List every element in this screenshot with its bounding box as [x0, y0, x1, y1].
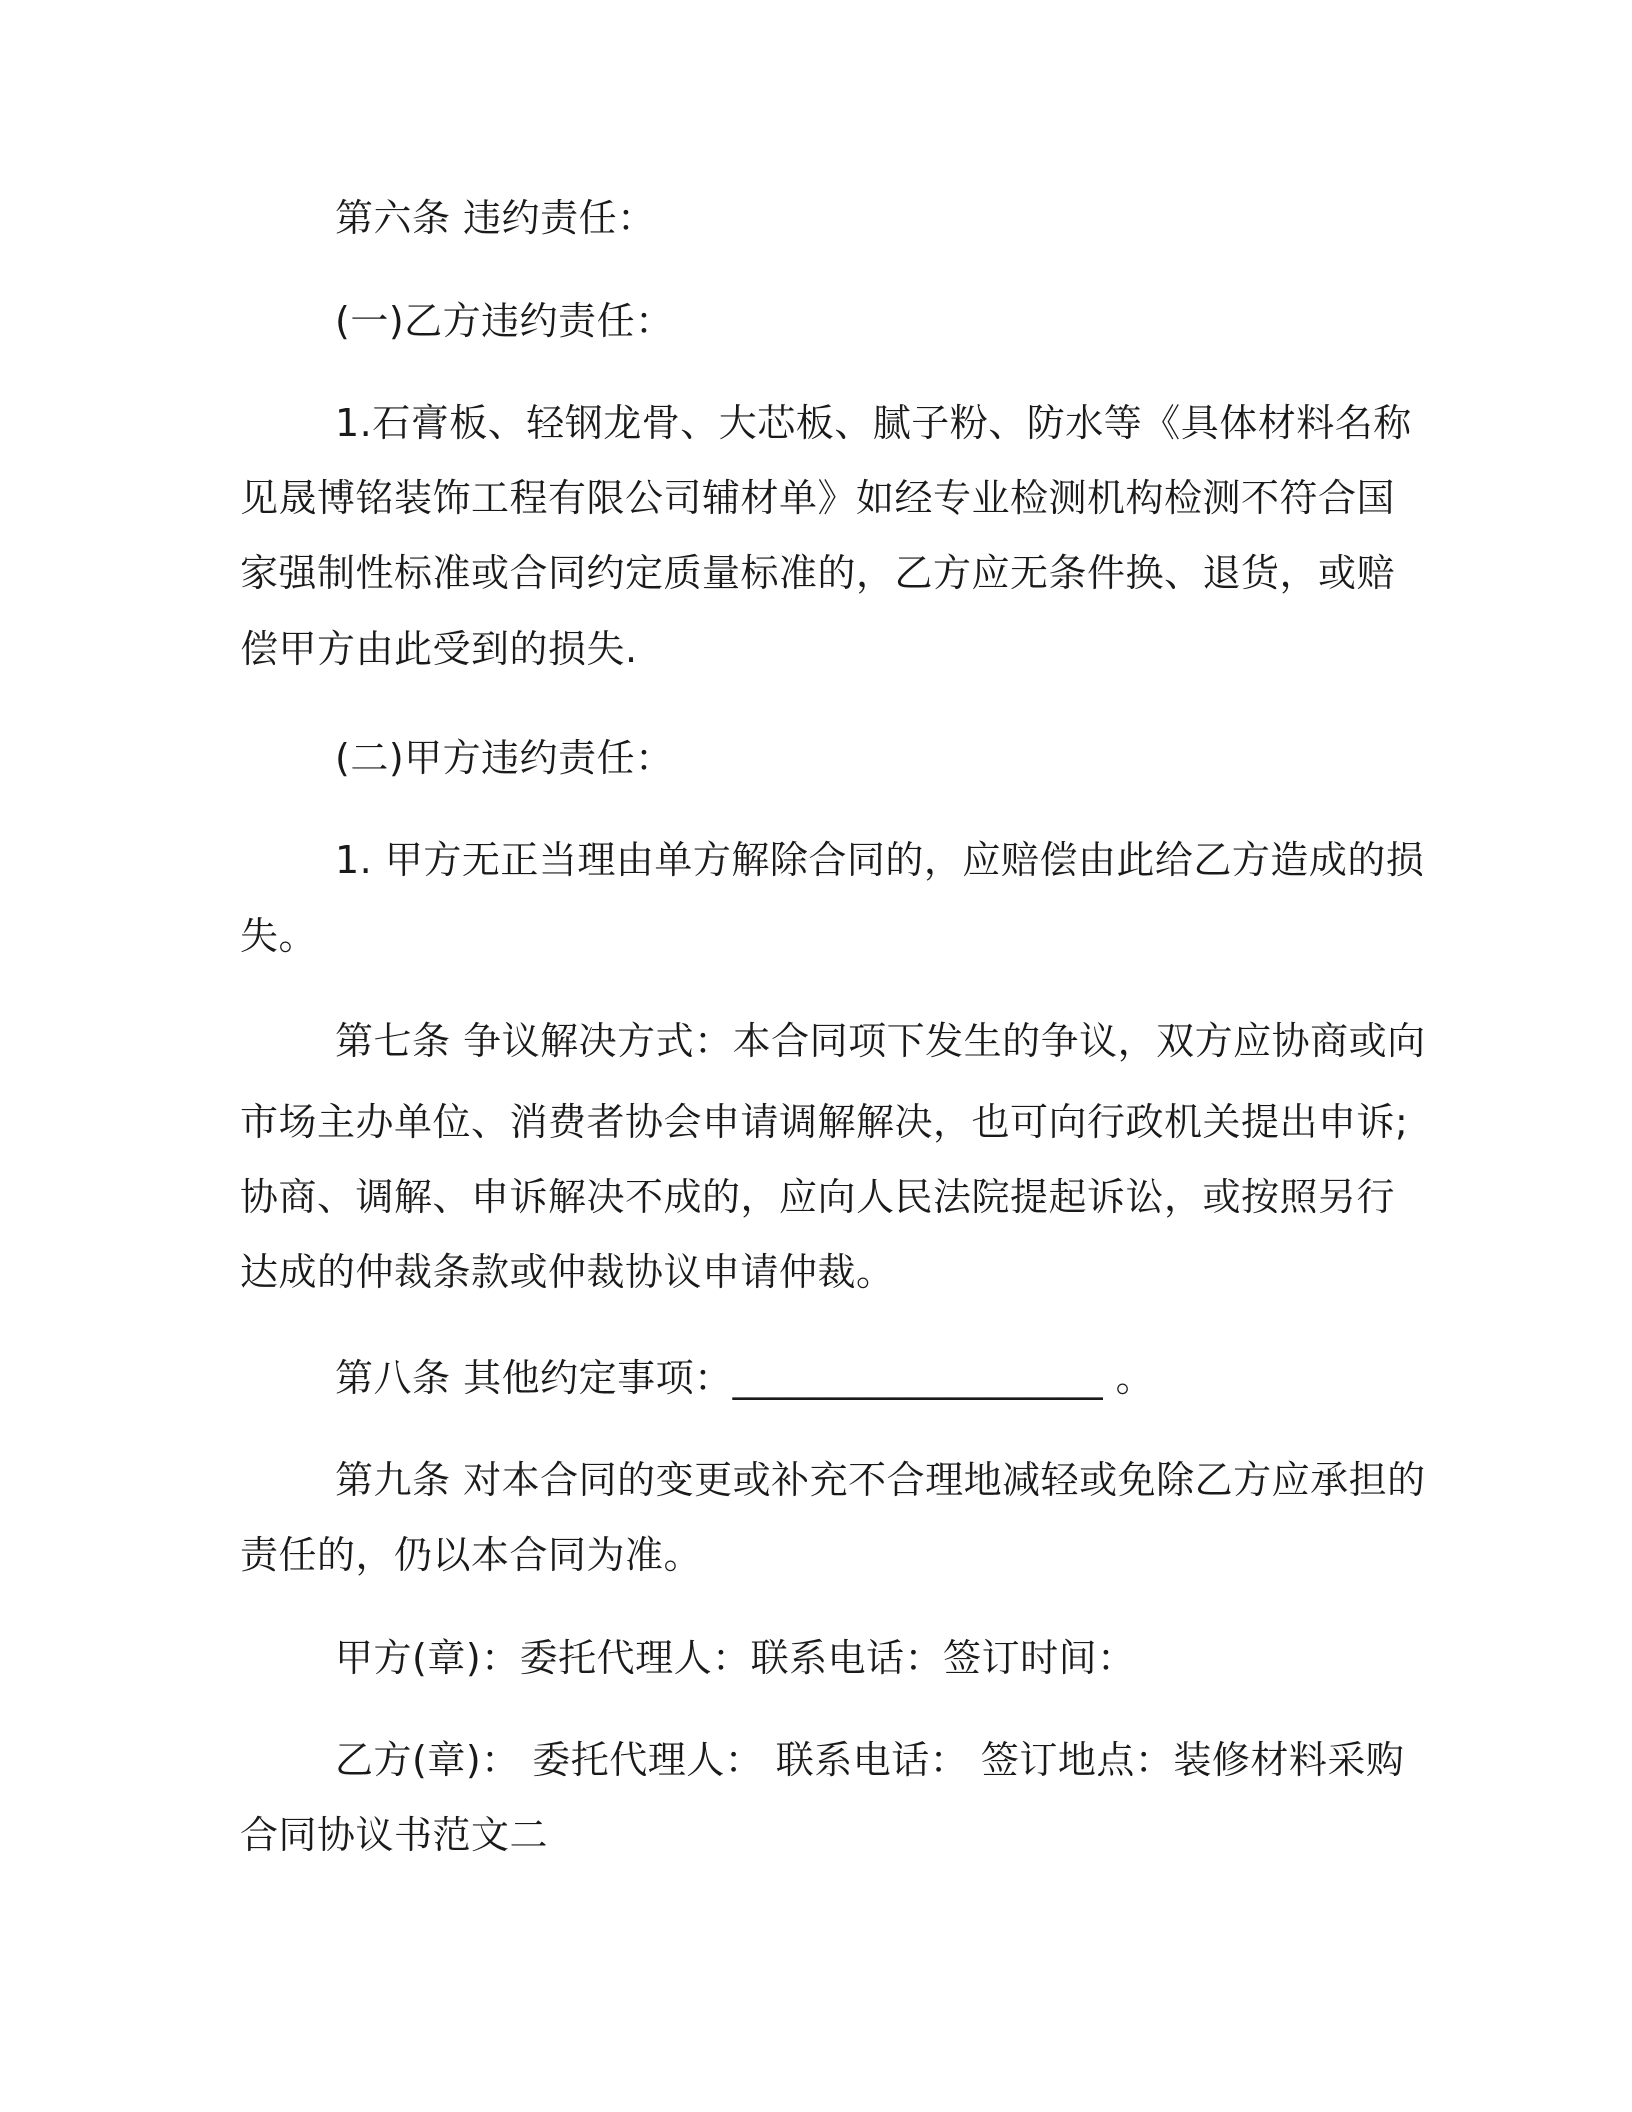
party-a-signature: 甲方(章)：委托代理人：联系电话：签订时间：: [335, 1636, 1136, 1680]
article7-line-2: 市场主办单位、消费者协会申请调解解决，也可向行政机关提出申诉;: [240, 1100, 1409, 1144]
party-b-signature-line-1: 乙方(章)： 委托代理人： 联系电话： 签订地点：装修材料采购: [335, 1738, 1405, 1782]
article7-line-4: 达成的仲裁条款或仲裁协议申请仲裁。: [240, 1250, 895, 1294]
article7-line-1: 第七条 争议解决方式：本合同项下发生的争议，双方应协商或向: [335, 1019, 1426, 1063]
party-b-signature-line-2: 合同协议书范文二: [240, 1813, 549, 1857]
party-b-item1-line-1: 1.石膏板、轻钢龙骨、大芯板、腻子粉、防水等《具体材料名称: [335, 401, 1412, 445]
article9-line-1: 第九条 对本合同的变更或补充不合理地减轻或免除乙方应承担的: [335, 1458, 1426, 1502]
article7-line-3: 协商、调解、申诉解决不成的，应向人民法院提起诉讼，或按照另行: [240, 1175, 1396, 1219]
party-b-item1-line-3: 家强制性标准或合同约定质量标准的，乙方应无条件换、退货，或赔: [240, 551, 1396, 595]
party-b-item1-line-4: 偿甲方由此受到的损失.: [240, 627, 638, 671]
party-a-item1-line-1: 1. 甲方无正当理由单方解除合同的，应赔偿由此给乙方造成的损: [335, 838, 1425, 882]
party-a-item1-line-2: 失。: [240, 914, 318, 958]
article9-line-2: 责任的，仍以本合同为准。: [240, 1533, 703, 1577]
article6-title: 第六条 违约责任：: [335, 196, 656, 240]
party-a-liability-heading: (二)甲方违约责任：: [335, 736, 674, 780]
article8: 第八条 其他约定事项：___________________ 。: [335, 1356, 1155, 1400]
party-b-liability-heading: (一)乙方违约责任：: [335, 299, 674, 343]
party-b-item1-line-2: 见晟博铭装饰工程有限公司辅材单》如经专业检测机构检测不符合国: [240, 476, 1396, 520]
